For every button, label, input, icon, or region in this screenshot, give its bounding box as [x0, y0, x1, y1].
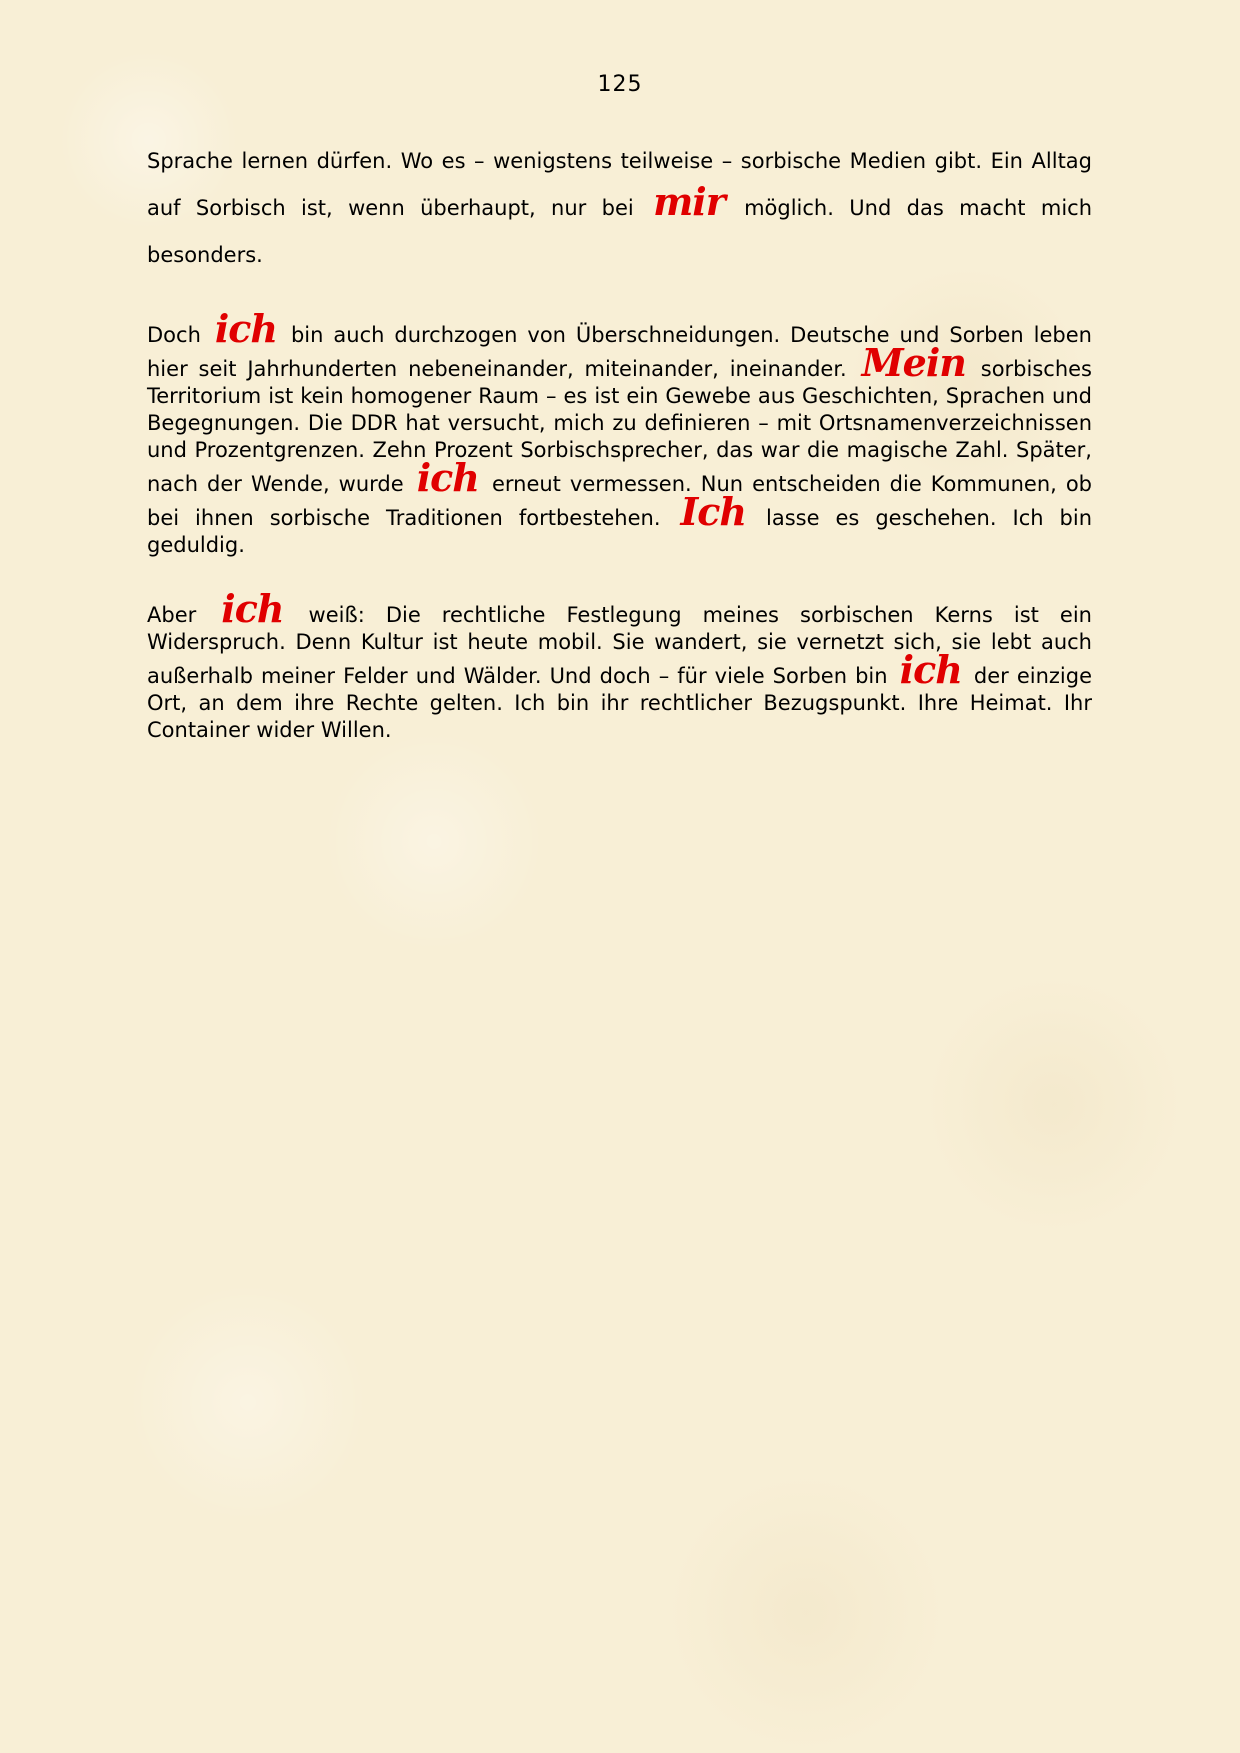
text-run: Doch: [147, 323, 211, 347]
text-run: sorbisches Territorium ist kein homogener Raum – es ist ein Gewebe aus Geschichten, Sprachen und Begegnungen. Die DDR hat versucht, mich zu definieren – mit Ortsnamenverzeichnissen und Prozentgrenzen. Zehn Prozent Sorbischsprecher, das war die magische Zahl. Später, nach der Wende, wurde: [147, 357, 1093, 496]
text-run: erneut vermessen. Nun entscheiden die Kommunen, ob bei ihnen sorbische Traditionen fortbestehen.: [147, 472, 1093, 530]
emphasis-word-ich-capital: Ich: [680, 489, 747, 534]
text-run: Sprache lernen dürfen. Wo es – wenigstens teilweise – sorbische Medien gibt. Ein Alltag auf Sorbisch ist, wenn überhaupt, nur bei: [147, 149, 1092, 220]
text-run: lasse es geschehen. Ich bin geduldig.: [147, 506, 1093, 557]
emphasis-word-ich: ich: [214, 306, 278, 351]
text-run: bin auch durchzogen von Überschneidungen. Deutsche und Sorben leben hier seit Jahrhunderten nebeneinander, miteinander, ineinander.: [147, 323, 1092, 381]
emphasis-word-ich: ich: [221, 586, 284, 631]
text-run: der einzige Ort, an dem ihre Rechte gelten. Ich bin ihr rechtlicher Bezugspunkt. Ihre Heimat. Ihr Container wider Willen.: [147, 664, 1093, 742]
page-number: 125: [597, 72, 643, 97]
paragraph-2: [147, 306, 1093, 559]
emphasis-word-mir: mir: [653, 179, 725, 224]
text-run: weiß: Die rechtliche Festlegung meines sorbischen Kerns ist ein Widerspruch. Denn Kultur ist heute mobil. Sie wandert, sie vernetzt sich, sie lebt auch außerhalb meiner Felder und Wälder. Und doch – für viele Sorben bin: [147, 603, 1092, 688]
text-run: möglich. Und das macht mich besonders.: [147, 196, 1093, 267]
paragraph-1: [147, 138, 1092, 279]
text-run: Aber: [147, 603, 218, 627]
paragraph-3: [147, 586, 1093, 744]
emphasis-word-mein: Mein: [861, 340, 966, 385]
text-body: [147, 138, 1092, 780]
emphasis-word-ich: ich: [416, 455, 479, 500]
emphasis-word-ich: ich: [899, 647, 962, 692]
